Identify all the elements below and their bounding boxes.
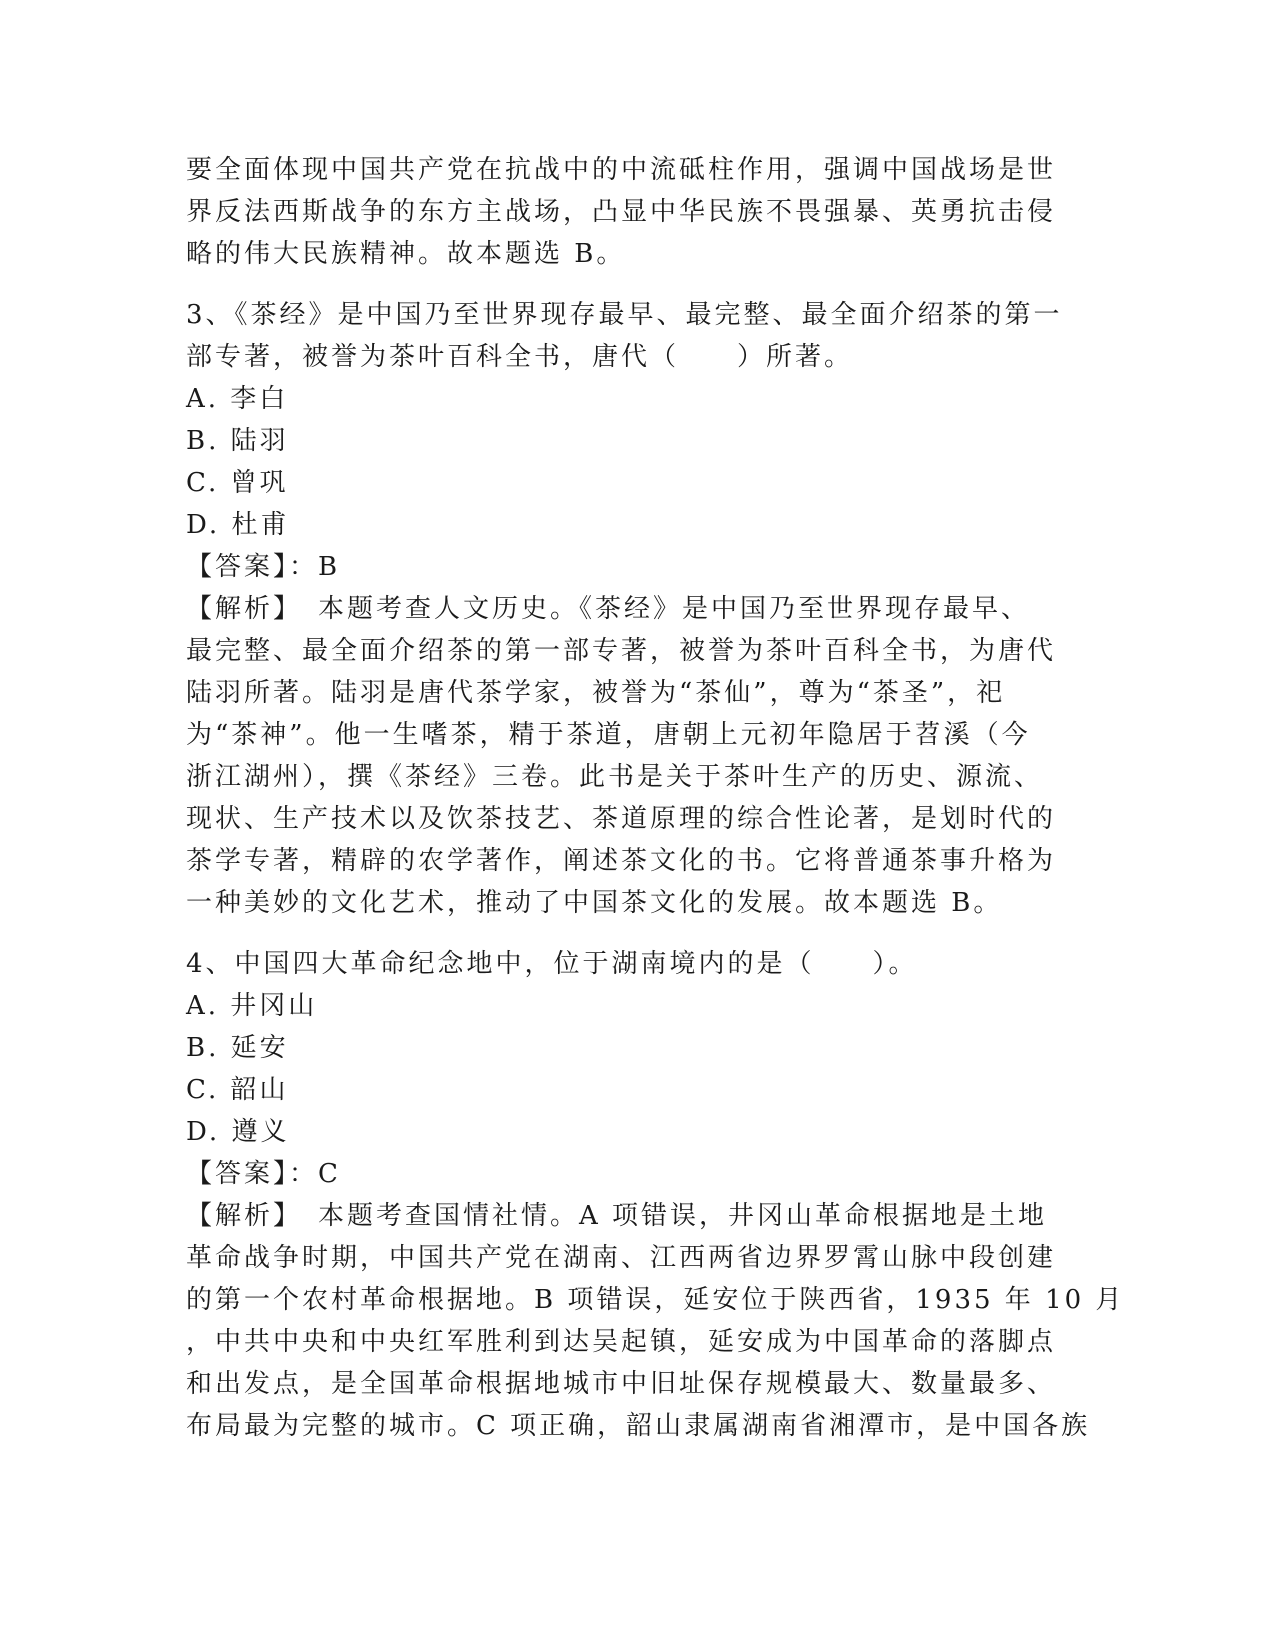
question-3	[186, 294, 1066, 924]
option-c: C. 曾巩	[186, 468, 289, 498]
answer-line: 【答案】：B	[186, 552, 341, 582]
question-stem-line: 4、中国四大革命纪念地中，位于湖南境内的是（ ）。	[186, 949, 918, 979]
question-4	[186, 943, 1125, 1447]
analysis-line: ，中共中央和中央红军胜利到达吴起镇，延安成为中国革命的落脚点	[186, 1327, 1057, 1357]
text-line: 略的伟大民族精神。故本题选 B。	[186, 239, 626, 269]
analysis-line: 布局最为完整的城市。C 项正确，韶山隶属湖南省湘潭市，是中国各族	[186, 1411, 1091, 1441]
analysis-line: 最完整、最全面介绍茶的第一部专著，被誉为茶叶百科全书，为唐代	[186, 636, 1057, 666]
analysis-line: 浙江湖州），撰《茶经》三卷。此书是关于茶叶生产的历史、源流、	[186, 762, 1044, 792]
document-body	[186, 149, 1125, 1447]
option-a: A. 井冈山	[186, 991, 318, 1021]
analysis-line: 的第一个农村革命根据地。B 项错误，延安位于陕西省，1935 年 10 月	[186, 1285, 1125, 1315]
analysis-line: 和出发点，是全国革命根据地城市中旧址保存规模最大、数量最多、	[186, 1369, 1057, 1399]
analysis-line: 革命战争时期，中国共产党在湖南、江西两省边界罗霄山脉中段创建	[186, 1243, 1057, 1273]
option-c: C. 韶山	[186, 1075, 289, 1105]
analysis-line: 【解析】 本题考查人文历史。《茶经》是中国乃至世界现存最早、	[186, 594, 1031, 624]
option-d: D. 遵义	[186, 1117, 290, 1147]
option-a: A. 李白	[186, 384, 289, 414]
previous-question-analysis-tail	[186, 149, 1066, 275]
paragraph-gap	[186, 275, 1066, 294]
question-stem-line: 3、《茶经》是中国乃至世界现存最早、最完整、最全面介绍茶的第一	[186, 300, 1063, 330]
paragraph-gap	[186, 924, 1066, 943]
question-stem-line: 部专著，被誉为茶叶百科全书，唐代（ ）所著。	[186, 342, 854, 372]
analysis-line: 为“茶神”。他一生嗜茶，精于茶道，唐朝上元初年隐居于苕溪（今	[186, 720, 1031, 750]
option-b: B. 延安	[186, 1033, 289, 1063]
option-d: D. 杜甫	[186, 510, 290, 540]
text-line: 界反法西斯战争的东方主战场，凸显中华民族不畏强暴、英勇抗击侵	[186, 197, 1057, 227]
analysis-line: 一种美妙的文化艺术，推动了中国茶文化的发展。故本题选 B。	[186, 888, 1003, 918]
analysis-line: 茶学专著，精辟的农学著作，阐述茶文化的书。它将普通茶事升格为	[186, 846, 1057, 876]
answer-line: 【答案】：C	[186, 1159, 341, 1189]
text-line: 要全面体现中国共产党在抗战中的中流砥柱作用，强调中国战场是世	[186, 155, 1057, 185]
option-b: B. 陆羽	[186, 426, 289, 456]
analysis-line: 现状、生产技术以及饮茶技艺、茶道原理的综合性论著，是划时代的	[186, 804, 1057, 834]
analysis-line: 【解析】 本题考查国情社情。A 项错误，井冈山革命根据地是土地	[186, 1201, 1048, 1231]
analysis-line: 陆羽所著。陆羽是唐代茶学家，被誉为“茶仙”，尊为“茶圣”，祀	[186, 678, 1006, 708]
